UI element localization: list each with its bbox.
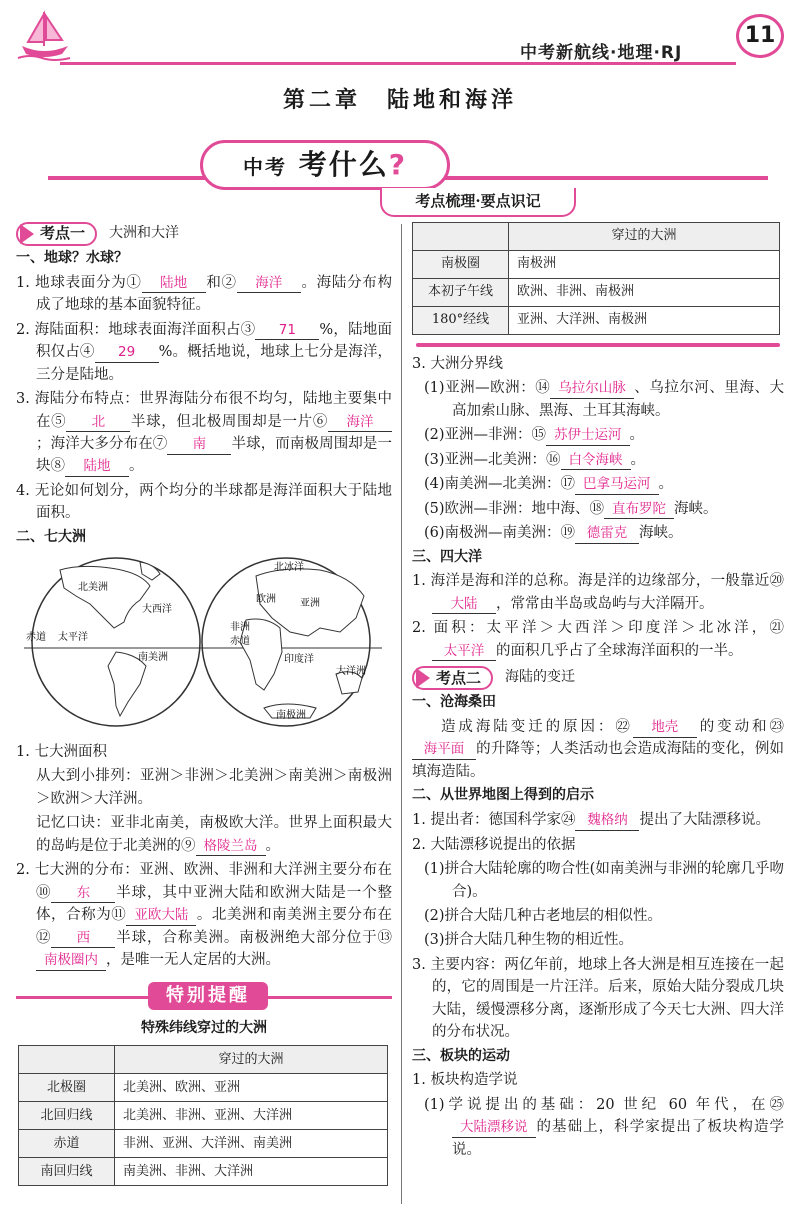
answer-8: 陆地 [65,458,129,477]
banner-main: 考什么 [298,148,389,182]
boundary-3: (3)亚洲—北美洲：⑯ 白令海峡 。 [412,449,784,471]
ocean-1: 1. 海洋是海和洋的总称。海是洋的边缘部分，一般靠近⑳大陆 ，常常由半岛或岛屿与大洋隔开。 [412,570,784,615]
world-map [20,556,386,728]
latitude-table [18,1045,388,1186]
answer-5: 北 [66,414,130,433]
kp1-tag: 考点一 [40,224,86,243]
continent-area-title: 1. 七大洲面积 [16,744,107,760]
kp1-heading [16,222,392,246]
answer-3: 71 [255,322,319,341]
boundary-5: (5)欧洲—非洲：地中海、⑱ 直布罗陀 海峡。 [412,498,784,520]
table-header-row [19,1046,388,1074]
ocean-2: 2. 面积：太平洋＞大西洋＞印度洋＞北冰洋，㉑太平洋 的面积几乎占了全球海洋面积的一半。 [412,617,784,662]
map-label-indian: 印度洋 [284,653,314,665]
tip-banner [16,980,392,1014]
answer-21: 太平洋 [432,643,496,662]
drift-basis-1: (1)拼合大陆轮廓的吻合性(如南美洲与非洲的轮廓几乎吻合)。 [424,861,784,900]
answer-9: 格陵兰岛 [196,838,266,857]
drift-basis-3: (3)拼合大陆几种生物的相近性。 [424,932,634,949]
boundary-6: (6)南极洲—南美洲：⑲ 德雷克 海峡。 [412,522,784,544]
kp1-title: 大洲和大洋 [109,225,180,242]
map-label-pacific: 太平洋 [58,631,88,643]
table-col-header: 穿过的大洲 [115,1046,388,1074]
answer-18: 直布罗陀 [604,501,674,520]
answer-6: 海洋 [328,414,392,433]
banner-mark: ? [388,148,407,182]
left-column [16,222,392,1186]
series-title: 中考新航线·地理·RJ [520,43,683,63]
plate-theory-1: (1)学说提出的基础：20 世纪 60 年代，在㉕大陆漂移说 的基础上，科学家提出了板块构造学说。 [424,1096,784,1158]
answer-24: 魏格纳 [575,812,639,831]
item-3: 3. 海陆分布特点：世界海陆分布很不均匀，陆地主要集中在⑤ 北 半球，但北极周围却是一片⑥ 海洋；海洋大多分布在⑦ 南 半球，而南极周围却是一块⑧ 陆地 。 [16,388,392,478]
map-label-north-america: 北美洲 [78,581,108,593]
drift-basis-2: (2)拼合大陆几种古老地层的相似性。 [424,907,663,924]
map-label-equator: 赤道 [26,631,46,643]
play-icon [416,668,430,688]
table-row: 本初子午线 欧洲、非洲、南极洲 [413,279,780,307]
boundary-2: (2)亚洲—非洲：⑮ 苏伊士运河 。 [412,424,784,446]
map-label-africa: 非洲 [230,621,250,633]
answer-1: 陆地 [142,275,206,294]
table-row: 180°经线 亚洲、大洋洲、南极洲 [413,307,780,335]
drift-basis-title: 2. 大陆漂移说提出的依据 [412,836,576,853]
map-label-arctic: 北冰洋 [274,561,304,573]
answer-25: 大陆漂移说 [452,1119,536,1138]
banner-prefix: 中考 [242,155,287,180]
map-label-equator-2: 赤道 [230,635,250,647]
sea-land-change: 造成海陆变迁的原因：㉒ 地壳 的变动和㉓海平面 的升降等；人类活动也会造成海陆的变化，例如填海造陆。 [412,719,784,780]
answer-4: 29 [95,344,159,363]
boundary-4: (4)南美洲—北美洲：⑰ 巴拿马运河 。 [412,473,784,495]
answer-15: 苏伊士运河 [546,427,630,446]
kp2-heading [412,666,784,690]
table-caption: 特殊纬线穿过的大洲 [141,1019,267,1036]
answer-23: 海平面 [412,741,476,760]
play-icon [20,224,34,244]
table-header-row [413,223,780,251]
ship-logo-icon [14,6,74,62]
plate-theory-title: 1. 板块构造学说 [412,1072,518,1089]
answer-16: 白令海峡 [561,452,631,471]
table-col-header: 穿过的大洲 [509,223,780,251]
continent-area-mnemonic: 记忆口诀：亚非北南美，南极欧大洋。世界上面积最大的岛屿是位于北美洲的⑨ 格陵兰岛 。 [16,812,392,857]
chapter-title: 第二章 陆地和海洋 [282,88,517,113]
tip-title: 特别提醒 [148,982,268,1010]
map-label-south-america: 南美洲 [138,651,168,663]
map-label-atlantic: 大西洋 [142,603,172,615]
kp2-tag: 考点二 [436,668,482,687]
map-label-asia: 亚洲 [300,597,320,609]
answer-2: 海洋 [237,275,301,294]
answer-10: 东 [51,885,115,904]
section-title: 三、四大洋 [412,548,482,565]
section-title: 二、从世界地图上得到的启示 [412,787,594,804]
page-number: 11 [736,14,784,58]
boundary-1: (1)亚洲—欧洲：⑭ 乌拉尔山脉 、乌拉尔河、里海、大高加索山脉、黑海、土耳其海峡。 [424,380,785,419]
banner [200,140,450,190]
table-row: 赤道 非洲、亚洲、大洋洲、南美洲 [19,1130,388,1158]
table-row: 北极圈 北美洲、欧洲、亚洲 [19,1074,388,1102]
section-title: 一、沧海桑田 [412,694,496,711]
item-2: 2. 海陆面积：地球表面海洋面积占③ 71 %，陆地面积仅占④ 29 %。概括地说，地球上七分是海洋，三分是陆地。 [16,321,393,383]
table-row: 南极圈 南极洲 [413,251,780,279]
section-title: 一、地球？水球？ [16,250,128,266]
tip-end-rule [416,343,780,347]
section-title: 三、板块的运动 [412,1047,510,1064]
map-label-antarctica: 南极洲 [276,709,306,721]
meridian-table [412,222,780,335]
answer-22: 地壳 [633,719,697,738]
answer-14: 乌拉尔山脉 [550,380,634,399]
kp2-title: 海陆的变迁 [505,669,576,686]
answer-19: 德雷克 [575,525,639,544]
banner-subtitle: 考点梳理·要点识记 [380,188,576,217]
continent-distribution: 2. 七大洲的分布：亚洲、欧洲、非洲和大洋洲主要分布在⑩ 东 半球，其中亚洲大陆和欧洲大陆是一个整体，合称为⑪ 亚欧大陆 。北美洲和南美洲主要分布在⑫ 西 半球，合称美洲。南极洲绝大部分位于⑬南极圈内 ，是唯一无人定居的大洲。 [16,859,392,971]
drift-proposer: 1. 提出者：德国科学家㉔ 魏格纳 提出了大陆漂移说。 [412,809,784,831]
answer-12: 西 [51,930,115,949]
answer-20: 大陆 [432,596,496,615]
answer-13: 南极圈内 [36,952,106,971]
boundary-title: 3. 大洲分界线 [412,356,503,372]
map-label-oceania: 大洋洲 [336,665,366,677]
answer-11: 亚欧大陆 [126,907,196,926]
map-label-europe: 欧洲 [256,593,276,605]
answer-7: 南 [167,436,231,455]
continent-area-order: 从大到小排列：亚洲＞非洲＞北美洲＞南美洲＞南极洲＞欧洲＞大洋洲。 [36,768,392,807]
answer-17: 巴拿马运河 [575,476,659,495]
item-4: 4. 无论如何划分，两个均分的半球都是海洋面积大于陆地面积。 [16,482,392,522]
table-row: 南回归线 南美洲、非洲、大洋洲 [19,1158,388,1186]
section-title: 二、七大洲 [16,528,86,545]
column-divider [401,224,402,1204]
table-row: 北回归线 北美洲、非洲、亚洲、大洋洲 [19,1102,388,1130]
drift-content: 3. 主要内容：两亿年前，地球上各大洲是相互连接在一起的，它的周围是一片汪洋。后来，原始大陆分裂成几块大陆，缓慢漂移分离，逐渐形成了今天七大洲、四大洋的分布状况。 [412,956,784,1041]
right-column [412,222,784,1163]
item-1: 1. 地球表面分为① 陆地 和② 海洋 。海陆分布构成了地球的基本面貌特征。 [16,274,393,314]
